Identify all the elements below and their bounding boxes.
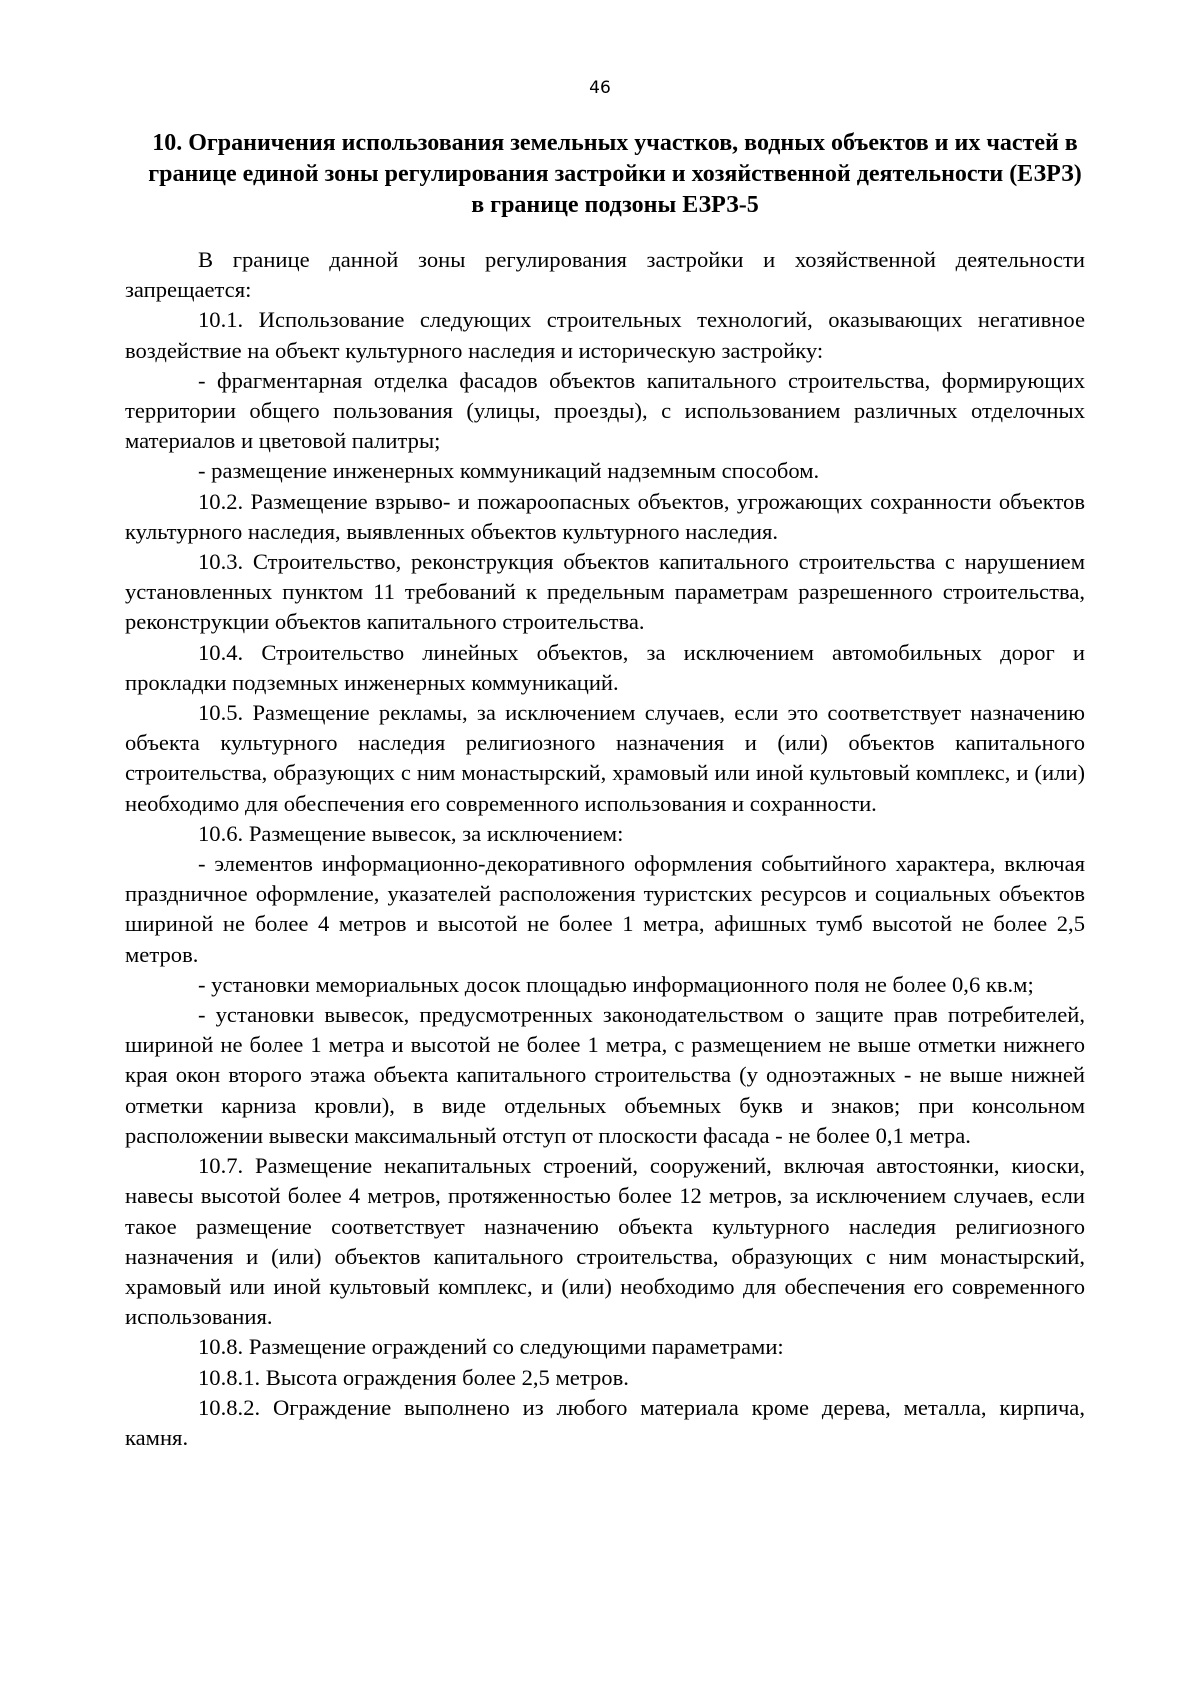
- paragraph-10-5: 10.5. Размещение рекламы, за исключением случаев, если это соответствует назначению объекта культурного наследия религиозного назначения и (или) объектов капитального строительства, образующих с ним монастырский, храмовый или иной культовый комплекс, и (или) необходимо для обеспечения его современного использования и сохранности.: [125, 700, 1085, 816]
- paragraph-10-4: 10.4. Строительство линейных объектов, за исключением автомобильных дорог и прокладки подземных инженерных коммуникаций.: [125, 639, 1085, 695]
- paragraph-10-1: 10.1. Использование следующих строительных технологий, оказывающих негативное воздействие на объект культурного наследия и историческую застройку:: [125, 307, 1085, 363]
- paragraph-10-8: 10.8. Размещение ограждений со следующими параметрами:: [198, 1334, 784, 1360]
- paragraph-10-6-item-1: - элементов информационно-декоративного оформления событийного характера, включая праздничное оформление, указателей расположения туристских ресурсов и социальных объектов шириной не более 4 метров и высотой не более 1 метра, афишных тумб высотой не более 2,5 метров.: [125, 851, 1085, 967]
- paragraph-10-1-item-2: - размещение инженерных коммуникаций надземным способом.: [198, 458, 820, 484]
- paragraph-intro: В границе данной зоны регулирования застройки и хозяйственной деятельности запрещается:: [125, 247, 1085, 303]
- paragraph-10-6: 10.6. Размещение вывесок, за исключением:: [198, 820, 624, 846]
- document-body: [125, 245, 1085, 1453]
- paragraph-10-3: 10.3. Строительство, реконструкция объектов капитального строительства с нарушением установленных пунктом 11 требований к предельным параметрам разрешенного строительства, реконструкции объектов капитального строительства.: [125, 549, 1085, 635]
- paragraph-10-6-item-3: - установки вывесок, предусмотренных законодательством о защите прав потребителей, шириной не более 1 метра и высотой не более 1 метра, с размещением не выше отметки нижнего края окон второго этажа объекта капитального строительства (у одноэтажных - не выше нижней отметки карниза кровли), в виде отдельных объемных букв и знаков; при консольном расположении вывески максимальный отступ от плоскости фасада - не более 0,1 метра.: [125, 1002, 1085, 1148]
- paragraph-10-8-2: 10.8.2. Ограждение выполнено из любого материала кроме дерева, металла, кирпича, камня.: [125, 1394, 1085, 1450]
- paragraph-10-2: 10.2. Размещение взрыво- и пожароопасных объектов, угрожающих сохранности объектов культурного наследия, выявленных объектов культурного наследия.: [125, 488, 1085, 544]
- paragraph-10-7: 10.7. Размещение некапитальных строений, сооружений, включая автостоянки, киоски, навесы высотой более 4 метров, протяженностью более 12 метров, за исключением случаев, если такое размещение соответствует назначению объекта культурного наследия религиозного назначения и (или) объектов капитального строительства, образующих с ним монастырский, храмовый или иной культовый комплекс, и (или) необходимо для обеспечения его современного использования.: [125, 1153, 1085, 1330]
- page-number: 46: [589, 78, 611, 98]
- paragraph-10-6-item-2: - установки мемориальных досок площадью информационного поля не более 0,6 кв.м;: [198, 971, 1034, 997]
- paragraph-10-1-item-1: - фрагментарная отделка фасадов объектов капитального строительства, формирующих территории общего пользования (улицы, проезды), с использованием различных отделочных материалов и цветовой палитры;: [125, 367, 1085, 454]
- paragraph-10-8-1: 10.8.1. Высота ограждения более 2,5 метров.: [198, 1364, 629, 1390]
- section-heading: 10. Ограничения использования земельных участков, водных объектов и их частей в границе единой зоны регулирования застройки и хозяйственной деятельности (ЕЗРЗ) в границе подзоны ЕЗРЗ-5: [148, 130, 1082, 218]
